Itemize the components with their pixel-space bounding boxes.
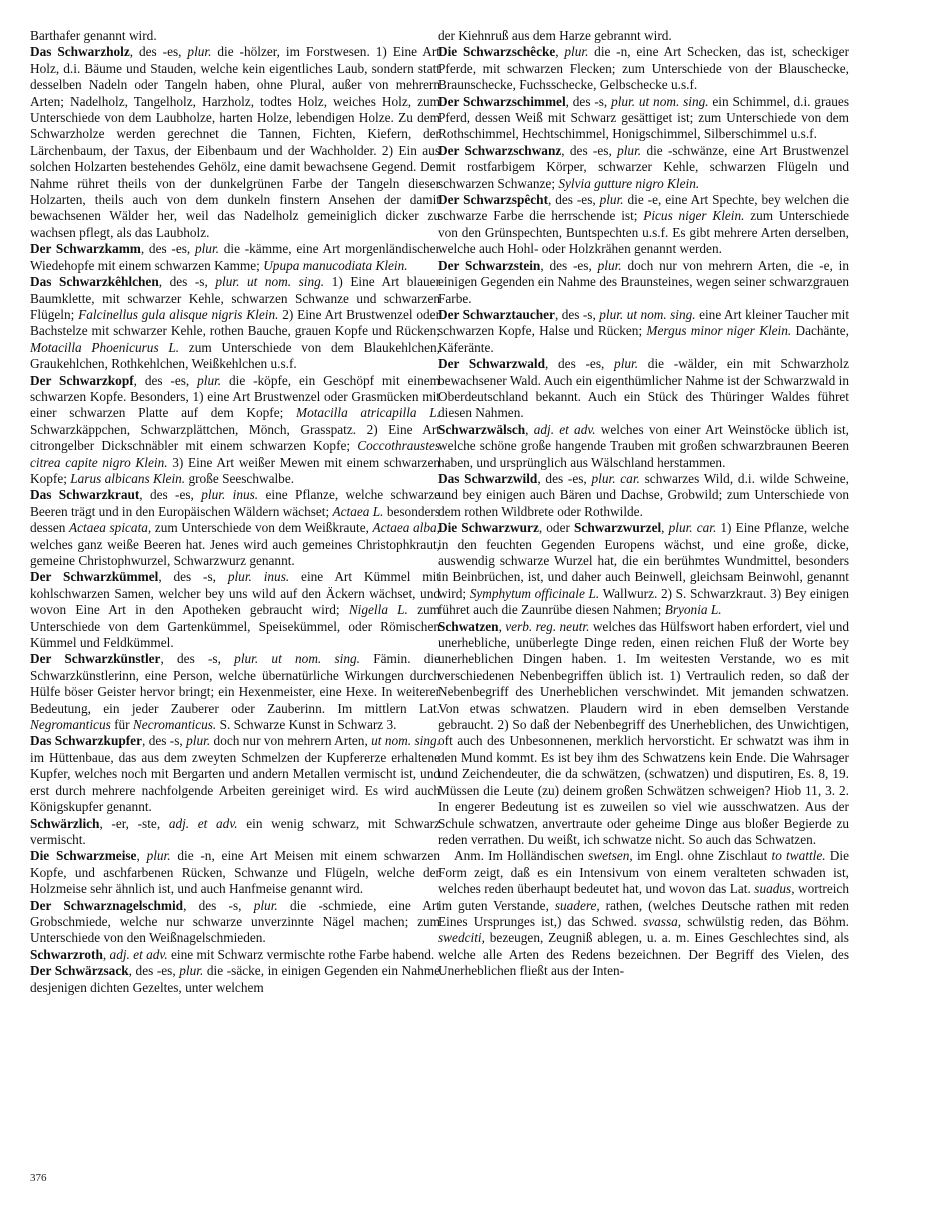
dictionary-entry — [438, 619, 849, 849]
italic-text: to twattle. — [771, 848, 826, 864]
entry-text: eine mit Schwarz vermischte rothe Farbe habend. — [167, 946, 435, 962]
page-number: 376 — [30, 1172, 47, 1184]
dictionary-entry — [30, 898, 440, 947]
entry-text: eine Art kleiner Taucher mit schwarzen Kopfe, Halse und Rücken; — [438, 306, 850, 339]
headword: Der Schwarzwald — [438, 356, 545, 372]
entry-text: Wallwurz. 2) S. Schwarzkraut. 3) Bey einigen führet auch die Zaunrübe diesen Nahmen; — [438, 585, 849, 618]
headword: Der Schwarztaucher — [438, 306, 555, 322]
headword: Schwatzen — [438, 618, 499, 634]
italic-text: verb. reg. neutr. — [505, 618, 590, 634]
entry-text: , des -es, — [548, 192, 600, 208]
headword: Der Schwarzkamm — [30, 241, 141, 257]
entry-text: , des -s, — [565, 93, 612, 109]
dictionary-entry — [438, 94, 849, 143]
headword: Die Schwarzwurz — [438, 520, 539, 536]
italic-text: plur. — [187, 44, 212, 60]
dictionary-entry — [438, 356, 849, 422]
dictionary-entry — [438, 520, 849, 618]
italic-text: plur. — [617, 142, 642, 158]
headword: Das Schwarzwild — [438, 470, 538, 486]
dictionary-entry — [438, 44, 849, 93]
entry-text: die -e, eine Art Spechte, bey welchen die schwarze Farbe die herrschende ist; — [438, 192, 849, 224]
italic-text: plur. — [197, 372, 222, 388]
italic-text: plur. ut nom. sing. — [599, 306, 696, 322]
italic-text: plur. — [614, 356, 639, 372]
headword: Der Schwarzkünstler — [30, 651, 161, 667]
dictionary-entry — [30, 947, 440, 963]
entry-text: zum Unterschiede von dem Weißkraute, — [151, 520, 373, 536]
entry-text: besonders dessen — [30, 503, 440, 536]
dictionary-entry — [30, 651, 440, 733]
headword: Schwarzroth — [30, 946, 103, 962]
headword: Der Schwarzkopf — [30, 372, 134, 388]
entry-text: welches von einer Art Weinstöcke üblich ist, welche schöne große hangende Trauben mit großen schwarzbraunen Beeren haben, und ursprünglich aus Wälschland herstammen. — [438, 421, 849, 470]
italic-text: Actaea alba, — [372, 520, 440, 536]
entry-text: ein wenig schwarz, mit Schwarz vermischt. — [30, 815, 440, 847]
entry-text: , des -s, — [141, 733, 187, 749]
headword: Das Schwarzholz — [30, 44, 130, 60]
dictionary-entry — [30, 848, 440, 897]
entry-text: ein Schimmel, d.i. graues Pferd, dessen Weiß mit Schwarz gesättiget ist; zum Unterschiede von dem Rothschimmel, Hechtschimmel, Honigschimmel, Silberschimmel u.s.f. — [438, 93, 850, 142]
italic-text: plur. — [146, 848, 171, 864]
headword: Schwarzwälsch — [438, 421, 526, 437]
entry-text: , -er, -ste, — [99, 815, 169, 831]
left-column — [30, 28, 440, 996]
headword: Der Schwarzspêcht — [438, 192, 549, 208]
italic-text: Negromanticus — [30, 717, 111, 733]
headword: Das Schwarzkupfer — [30, 733, 142, 749]
entry-text: , — [102, 946, 110, 962]
italic-text: Larus albicans Klein. — [70, 470, 186, 486]
entry-text: 1) Eine Art blauer Baumklette, mit schwarzer Kehle, schwarzen Schwanze und schwarzen Flügeln; — [30, 274, 441, 322]
entry-text: S. Schwarze Kunst in Schwarz 3. — [216, 717, 397, 733]
entry-text: Schwarzkäppchen, Schwarzplättchen, Mönch, Grasspatz. 2) Eine Art citrongelber Dickschnäbler mit einem schwarzen Kopfe; — [30, 421, 440, 454]
entry-text: , des -es, — [537, 470, 592, 486]
italic-text: swetsen, — [588, 848, 633, 864]
italic-text: plur. — [186, 733, 211, 749]
dictionary-entry — [30, 44, 440, 241]
dictionary-entry — [438, 258, 849, 307]
dictionary-entry — [438, 307, 849, 356]
italic-text: adj. et adv. — [533, 421, 596, 437]
entry-text: welches das Hülfswort haben erfordert, viel und unerhebliche, unüberlegte Dinge reden, einen reichen Fluß der Worte bey unerheblichen Dingen haben. 1. Im weitesten Verstande, wo es mit verschiedenen Nebenbegriffen üblich ist. 1) Vertraulich reden, so daß der Nebenbegriff des Unerheblichen verschwindet. Mit jemanden schwatzen. Von etwas schwatzen. Plaudern wird in eben demselben Verstande gebraucht. 2) So daß der Nebenbegriff des Unerheblichen, des Unwichtigen, oft auch des Unbesonnenen, merklich hervorsticht. Er schwatzt was ihm in den Mund kommt. Es ist bey ihm des Schwatzens kein Ende. Die Wahrsager und Zeichendeuter, die da schwätzen, (schwatzen) und disputiren, Es. 8, 19. Müssen die Leute (zu) deinem großen Schwätzen schweigen? Hiob 11, 3. 2. In engerer Bedeutung ist es zuweilen so viel wie ausschwatzen. Aus der Schule schwatzen, anvertraute oder geheime Dinge aus bloßer Begierde zu reden verrathen. Du weißt, ich schwatze nicht. So auch das Schwatzen. — [438, 618, 849, 847]
entry-text: , — [555, 44, 565, 60]
entry-text: , — [498, 618, 506, 634]
entry-text: , des -es, — [133, 372, 198, 388]
entry-text: , — [136, 848, 147, 864]
entry-text: die -wälder, ein mit Schwarzholz bewachsener Wald. Auch ein eigenthümlicher Nahme ist der Schwarzwald in Oberdeutschland bekannt. Auch ein Stück des Thüringer Waldes führet diesen Nahmen. — [438, 356, 849, 421]
entry-text: wortreich im guten Verstande, — [438, 881, 849, 913]
entry-text: , des -es, — [561, 142, 618, 158]
italic-text: Necromanticus. — [132, 717, 217, 733]
entry-text: 2) Eine Art Brustwenzel oder Bachstelze mit schwarzer Kehle, rothen Bauche, grauen Kopfe und Rücken; — [30, 306, 440, 339]
entry-text: Die Form zeigt, daß es ein Intensivum von einem veralteten schwaden ist, welches reden überhaupt bedeutet hat, und wovon das Lat. — [438, 848, 849, 897]
entry-text: im Hüttenbaue, das aus dem zweyten Schmelzen der Kupfererze erhaltene Kupfer, welches noch mit Bergarten und andern Metallen vermischt ist, und erst durch mehrere nachfolgende Arbeiten gereiniget wird. Es wird auch Königskupfer genannt. — [30, 749, 440, 815]
entry-text: , des -s, — [160, 651, 235, 667]
continued-text — [30, 28, 440, 44]
italic-text: Bryonia L. — [664, 602, 722, 618]
italic-text: suadere, — [554, 897, 600, 913]
headword: Das Schwarzkêhlchen — [30, 274, 159, 290]
italic-text: swedciti, — [438, 930, 485, 946]
entry-text: , des -s, — [183, 897, 254, 913]
italic-text: Motacilla atricapilla L. — [296, 405, 440, 421]
italic-text: plur. — [194, 241, 219, 257]
entry-text: , des -es, — [540, 257, 598, 273]
italic-text: ut nom. sing. — [371, 733, 440, 749]
entry-text: , des -es, — [129, 44, 188, 60]
entry-text: die -kämme, eine Art morgenländischer Wiedehopfe mit einem schwarzen Kamme; — [30, 241, 440, 273]
italic-text: plur. — [597, 257, 622, 273]
entry-text: Dachänte, Käferänte. — [438, 323, 849, 355]
entry-text: die -köpfe, ein Geschöpf mit einem schwarzen Kopfe. Besonders, 1) eine Art Brustwenzel oder Grasmücken mit einer schwarzen Platte auf dem Kopfe; — [30, 372, 440, 421]
dictionary-entry — [30, 487, 440, 569]
entry-text: , — [661, 520, 669, 536]
entry-text: , des -es, — [544, 356, 615, 372]
dictionary-entry — [438, 143, 849, 192]
italic-text: plur. — [253, 897, 278, 913]
dictionary-entry — [30, 733, 440, 815]
headword: Der Schwarzkümmel — [30, 569, 159, 585]
headword: Das Schwarzkraut — [30, 487, 140, 503]
italic-text: plur. inus. — [227, 569, 290, 585]
entry-text: schwarzes Wild, d.i. wilde Schweine, und bey einigen auch Bären und Dachse, Grobwild; zum Unterschiede von dem rothen Wildbrete oder Rothwilde. — [438, 470, 849, 519]
entry-text: die -säcke, in einigen Gegenden ein Nahme desjenigen dichten Gezeltes, unter welchem — [30, 963, 440, 995]
italic-text: plur. ut nom. sing. — [234, 651, 360, 667]
italic-text: svassa, — [643, 913, 682, 929]
entry-text: zum Unterschiede von dem Blaukehlchen, Graukehlchen, Rothkehlchen, Weißkehlchen u.s.f. — [30, 339, 440, 372]
headword: Schwarzwurzel — [574, 520, 662, 536]
headword: Der Schwärzsack — [30, 963, 129, 979]
entry-text: die -hölzer, im Forstwesen. 1) Eine Art Holz, d.i. Bäume und Stauden, welche kein eigentliches Laub, sondern statt desselben Nadeln oder Tangeln haben, ohne Plural, außer von mehrern Arten; Nadelholz, Tangelholz, Harzholz, todtes Holz, weiches Holz, zum Unterschiede von dem Laubholze, harten Holze, lebendigen Holze. Zu dem Schwarzholze werden gerechnet die Tannen, Fichten, Kiefern, der Lärchenbaum, der Taxus, der Eibenbaum und der Wachholder. 2) Ein aus solchen Holzarten bestehendes Gehölz, eine damit bewachsene Gegend. Der Nahme rühret theils von der dunkelgrünen Farbe der Tangeln dieser Holzarten, theils auch von dem dunkeln finstern Ansehen der damit bewachsenen Wälder her, weil das Nadelholz gemeiniglich dicker zu wachsen pflegt, als das Laubholz. — [30, 44, 441, 240]
entry-text: eine Art Kümmel mit kohlschwarzen Samen, welcher bey uns wild auf den Äckern wächset, und wovon Eine Art in den Apotheken gebraucht wird; — [30, 569, 440, 618]
entry-text: doch nur von mehrern Arten, — [210, 733, 372, 749]
italic-text: plur. ut nom. sing. — [611, 93, 709, 109]
entry-text: rathen, (welches Deutsche rathen mit reden Eines Ursprunges ist,) das Schwed. — [438, 897, 849, 929]
entry-text: 3) Eine Art weißer Mewen mit einem schwarzen Kopfe; — [30, 454, 441, 486]
dictionary-entry — [30, 274, 440, 372]
entry-text: zum Unterschiede von den Grünspechten, Buntspechten u.s.f. Es gibt mehrere Arten derselben, welche auch Hohl- oder Holzkrähen genannt werden. — [438, 208, 850, 257]
right-column — [438, 28, 849, 980]
entry-text: doch nur von mehrern Arten, die -e, in einigen Gegenden ein Nahme des Braunsteines, wegen seiner schwarzgrauen Farbe. — [438, 257, 849, 306]
dictionary-entry — [30, 373, 440, 488]
italic-text: Motacilla Phoenicurus L. — [30, 339, 180, 355]
entry-text: , des -es, — [128, 963, 180, 979]
italic-text: Symphytum officinale L. — [469, 585, 600, 601]
italic-text: Nigella L. — [348, 602, 408, 618]
entry-text: bezeugen, Zeugniß ablegen, u. a. m. Eines Geschlechtes sind, als welche alle Arten des Redens bezeichnen. Der Begriff des Vielen, des Unerheblichen fließt aus der Inten- — [438, 930, 849, 979]
italic-text: Actaea L. — [332, 503, 384, 519]
italic-text: Picus niger Klein. — [643, 208, 745, 224]
headword: Der Schwarzstein — [438, 257, 541, 273]
entry-text: , des -s, — [158, 274, 216, 290]
italic-text: plur. car. — [591, 470, 640, 486]
italic-text: Mergus minor niger Klein. — [646, 323, 792, 339]
headword: Die Schwarzmeise — [30, 848, 137, 864]
entry-text: große Seeschwalbe. — [185, 470, 295, 486]
italic-text: plur. car. — [668, 520, 717, 536]
entry-text: 1) Eine Pflanze, welche in den feuchten Gegenden Europens wächst, und eine große, dicke, auswendig schwarze Wurzel hat, die ein berühmtes Wundmittel, besonders in Beinbrüchen, ist, und daher auch Beinwell, gleichsam Beinwohl, genannt wird; — [438, 520, 850, 601]
entry-text: Fämin. die Schwarzkünstlerinn, eine Person, welche übernatürliche Wirkungen durch Hülfe böser Geister hervor bringt; ein Hexenmeister, eine Hexe. In weiterer Bedeutung, ein jeder Zauberer oder Zauberinn. Im mittlern Lat. — [30, 651, 441, 716]
entry-text: schwülstig reden, das Böhm. — [681, 913, 849, 929]
dictionary-entry — [438, 471, 849, 520]
entry-text: die -n, eine Art Meisen mit einem schwarzen Kopfe, und aschfarbenen Rücken, Schwanze und Flügeln, welche der Holzmeise sehr ähnlich ist, und auch Hanfmeise genannt wird. — [30, 848, 440, 897]
entry-text: zum Unterschiede von dem Gartenkümmel, Speisekümmel, oder Römischen Kümmel und Feldkümmel. — [30, 602, 440, 651]
italic-text: plur. — [564, 44, 589, 60]
headword: Die Schwarzschêcke — [438, 44, 556, 60]
dictionary-entry — [30, 816, 440, 849]
entry-text: , des -es, — [140, 241, 195, 257]
entry-text: die -n, eine Art Schecken, das ist, scheckiger Pferde, mit schwarzen Flecken; zum Unterschiede von der Blauschecke, Braunschecke, Fuchsschecke, Gelbschecke u.s.f. — [438, 44, 849, 93]
headword: Der Schwarzschimmel — [438, 93, 566, 109]
headword: Der Schwarznagelschmid — [30, 897, 184, 913]
entry-text: Barthafer genannt wird. — [30, 28, 157, 43]
annotation-paragraph — [438, 848, 849, 979]
headword: Der Schwarzschwanz — [438, 142, 562, 158]
entry-text: die -schmiede, eine Art Grobschmiede, welche nur schwarze unverzinnte Nägel machen; zum Unterschiede von den Weißnagelschmieden. — [30, 897, 440, 946]
dictionary-entry — [438, 422, 849, 471]
italic-text: Sylvia gutture nigro Klein. — [558, 175, 700, 191]
dictionary-entry — [30, 241, 440, 274]
italic-text: plur. — [179, 963, 204, 979]
entry-text: , des -s, — [554, 306, 600, 322]
continued-text — [438, 28, 849, 44]
dictionary-entry — [30, 569, 440, 651]
dictionary-entry — [30, 963, 440, 996]
italic-text: plur. — [599, 192, 624, 208]
entry-text: , oder — [538, 520, 575, 536]
headword: Schwärzlich — [30, 815, 100, 831]
italic-text: suadus, — [754, 881, 795, 897]
entry-text: die -schwänze, eine Art Brustwenzel mit rostfarbigem Körper, schwarzer Kehle, schwarzen Flügeln und schwarzen Schwanze; — [438, 142, 849, 191]
dictionary-entry — [438, 192, 849, 258]
entry-text: im Engl. ohne Zischlaut — [632, 848, 772, 864]
entry-text: , des -es, — [139, 487, 202, 503]
entry-text: , — [525, 421, 534, 437]
italic-text: Actaea spicata, — [69, 520, 152, 536]
entry-text: eine Pflanze, welche schwarze Beeren trägt und in den Europäischen Wäldern wächset; — [30, 487, 440, 519]
italic-text: adj. et adv. — [168, 815, 238, 831]
italic-text: adj. et adv. — [109, 946, 168, 962]
italic-text: plur. ut nom. sing. — [215, 274, 325, 290]
entry-text: , des -s, — [158, 569, 228, 585]
entry-text: Anm. Im Holländischen — [454, 848, 589, 864]
italic-text: Falcinellus gula alisque nigris Klein. — [78, 306, 279, 322]
entry-text: der Kiehnruß aus dem Harze gebrannt wird. — [438, 28, 672, 43]
entry-text: welches ganz weiße Beeren hat. Jenes wird auch gemeines Christophkraut, gemeine Christophwurzel, Schwarzwurz genannt. — [30, 536, 440, 568]
entry-text: für — [110, 717, 133, 733]
italic-text: Coccothraustes citrea capite nigro Klein. — [30, 438, 440, 470]
italic-text: plur. inus. — [201, 487, 259, 503]
italic-text: Upupa manucodiata Klein. — [263, 257, 408, 273]
